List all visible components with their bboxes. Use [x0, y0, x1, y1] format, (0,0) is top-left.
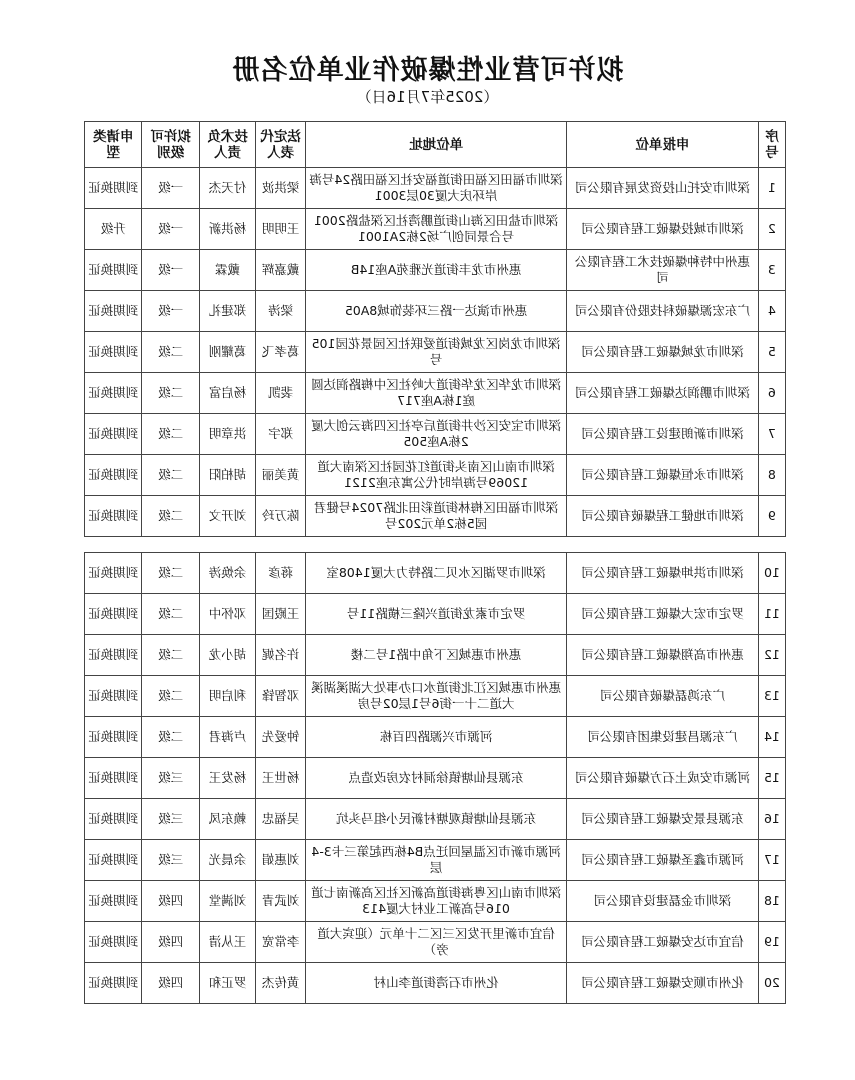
cell-address: 深圳市福田区福田街道福安社区福田路24号海岸环庆大厦30层3001	[306, 168, 567, 209]
cell-address: 惠州市龙丰街道光雅苑A座14B	[306, 250, 567, 291]
cell-seq: 20	[758, 963, 785, 1004]
cell-address: 信宜市新里开发区三区二十单元（迎宾大道旁）	[306, 922, 567, 963]
cell-tech: 罗正和	[199, 963, 255, 1004]
cell-level: 二级	[142, 553, 199, 594]
cell-unit: 信宜市达安爆破工程有限公司	[566, 922, 758, 963]
cell-level: 一级	[142, 291, 199, 332]
cell-seq: 16	[758, 799, 785, 840]
cell-type: 到期换证	[85, 922, 142, 963]
table-row	[85, 799, 786, 840]
cell-level: 三级	[142, 840, 199, 881]
cell-tech: 余焕涛	[199, 553, 255, 594]
cell-tech: 刘开文	[199, 496, 255, 537]
cell-level: 二级	[142, 332, 199, 373]
cell-level: 二级	[142, 455, 199, 496]
cell-type: 到期换证	[85, 250, 142, 291]
cell-address: 深圳市罗湖区水贝二路特力大厦1408室	[306, 553, 567, 594]
cell-level: 四级	[142, 963, 199, 1004]
cell-seq: 12	[758, 635, 785, 676]
table-row	[85, 209, 786, 250]
cell-seq: 5	[758, 332, 785, 373]
cell-type: 到期换证	[85, 373, 142, 414]
cell-tech: 卢海君	[199, 717, 255, 758]
header-address: 单位地址	[306, 122, 567, 168]
cell-address: 罗定市素龙街道兴隆三横路11号	[306, 594, 567, 635]
cell-type: 到期换证	[85, 963, 142, 1004]
cell-legal: 王殿国	[256, 594, 306, 635]
cell-legal: 蒋彦	[256, 553, 306, 594]
cell-unit: 东源县景安爆破工程有限公司	[566, 799, 758, 840]
cell-legal: 许名娓	[256, 635, 306, 676]
table-row	[85, 291, 786, 332]
cell-seq: 3	[758, 250, 785, 291]
cell-unit: 河源市安成土石方爆破有限公司	[566, 758, 758, 799]
table-row	[85, 635, 786, 676]
registry-table-page-1	[84, 121, 786, 537]
cell-type: 到期换证	[85, 799, 142, 840]
cell-address: 东源县仙塘镇观塘村新民小组马头坑	[306, 799, 567, 840]
header-legal: 法定代表人	[256, 122, 306, 168]
cell-unit: 广东宏源爆破科技股份有限公司	[566, 291, 758, 332]
cell-tech: 杨发王	[199, 758, 255, 799]
cell-legal: 刘惠娟	[256, 840, 306, 881]
cell-tech: 郑建礼	[199, 291, 255, 332]
cell-type: 升级	[85, 209, 142, 250]
cell-type: 到期换证	[85, 553, 142, 594]
table-row	[85, 250, 786, 291]
cell-seq: 11	[758, 594, 785, 635]
cell-unit: 深圳市鹏润达爆破工程有限公司	[566, 373, 758, 414]
cell-type: 到期换证	[85, 840, 142, 881]
cell-address: 河源市新市区温屋回迁点B4栋西起第三卡3-4层	[306, 840, 567, 881]
cell-seq: 2	[758, 209, 785, 250]
cell-level: 三级	[142, 799, 199, 840]
cell-legal: 钟爱先	[256, 717, 306, 758]
cell-type: 到期换证	[85, 635, 142, 676]
header-seq: 序号	[758, 122, 785, 168]
table-row	[85, 922, 786, 963]
cell-tech: 赖东凤	[199, 799, 255, 840]
cell-tech: 胡小龙	[199, 635, 255, 676]
cell-unit: 深圳市安托山投资发展有限公司	[566, 168, 758, 209]
header-type: 申请类型	[85, 122, 142, 168]
cell-tech: 葛耀刚	[199, 332, 255, 373]
cell-unit: 河源市鑫圣爆破工程有限公司	[566, 840, 758, 881]
registry-table-page-2	[84, 552, 786, 1004]
cell-legal: 吴福忠	[256, 799, 306, 840]
table-header-row	[85, 122, 786, 168]
cell-address: 深圳市南山区南头街道红花园社区深南大道12069号海岸时代公寓东座2121	[306, 455, 567, 496]
cell-level: 四级	[142, 881, 199, 922]
cell-address: 东源县仙塘镇徐洞村农房改造点	[306, 758, 567, 799]
cell-tech: 戴霖	[199, 250, 255, 291]
cell-unit: 深圳市永恒爆破工程有限公司	[566, 455, 758, 496]
cell-type: 到期换证	[85, 496, 142, 537]
table-row	[85, 168, 786, 209]
cell-level: 二级	[142, 496, 199, 537]
cell-level: 二级	[142, 635, 199, 676]
cell-legal: 郑宇	[256, 414, 306, 455]
cell-address: 惠州市惠城区江北街道水口办事处大湖溪湖溪大道二十一街6号1层02号房	[306, 676, 567, 717]
table-row	[85, 553, 786, 594]
cell-tech: 付天杰	[199, 168, 255, 209]
cell-seq: 14	[758, 717, 785, 758]
table-row	[85, 758, 786, 799]
cell-legal: 梁洪波	[256, 168, 306, 209]
cell-tech: 余晨光	[199, 840, 255, 881]
cell-level: 二级	[142, 594, 199, 635]
cell-type: 到期换证	[85, 168, 142, 209]
cell-address: 惠州市演达一路三环装饰城8A05	[306, 291, 567, 332]
cell-type: 到期换证	[85, 717, 142, 758]
cell-address: 化州市石湾街道李山村	[306, 963, 567, 1004]
cell-unit: 深圳市洪坤爆破工程有限公司	[566, 553, 758, 594]
cell-address: 深圳市南山区粤海街道高新区社区高新南七道016号高新工业村大厦413	[306, 881, 567, 922]
table-row	[85, 840, 786, 881]
cell-unit: 深圳市城投爆破工程有限公司	[566, 209, 758, 250]
document-title: 拟许可营业性爆破作业单位名册	[231, 55, 624, 86]
cell-address: 深圳市龙岗区龙城街道爱联社区园景花园105号	[306, 332, 567, 373]
cell-legal: 戴嘉辉	[256, 250, 306, 291]
cell-level: 二级	[142, 373, 199, 414]
cell-seq: 18	[758, 881, 785, 922]
cell-unit: 广东鸿磊爆破有限公司	[566, 676, 758, 717]
cell-legal: 黄传杰	[256, 963, 306, 1004]
cell-type: 到期换证	[85, 455, 142, 496]
cell-unit: 深圳市龙城爆破工程有限公司	[566, 332, 758, 373]
cell-level: 一级	[142, 209, 199, 250]
cell-unit: 罗定市宏大爆破工程有限公司	[566, 594, 758, 635]
cell-type: 到期换证	[85, 758, 142, 799]
cell-unit: 化州市顺安爆破工程有限公司	[566, 963, 758, 1004]
cell-seq: 19	[758, 922, 785, 963]
table-row	[85, 496, 786, 537]
cell-type: 到期换证	[85, 594, 142, 635]
cell-tech: 刘满堂	[199, 881, 255, 922]
cell-legal: 葛孝飞	[256, 332, 306, 373]
cell-tech: 杨洪新	[199, 209, 255, 250]
header-tech: 技术负责人	[199, 122, 255, 168]
cell-seq: 9	[758, 496, 785, 537]
cell-unit: 广东源昌建设集团有限公司	[566, 717, 758, 758]
cell-seq: 6	[758, 373, 785, 414]
cell-level: 二级	[142, 414, 199, 455]
cell-seq: 4	[758, 291, 785, 332]
cell-legal: 杨世王	[256, 758, 306, 799]
cell-legal: 王明明	[256, 209, 306, 250]
header-level: 拟许可级别	[142, 122, 199, 168]
cell-address: 深圳市宝安区沙井街道后亭社区四海云创大厦2栋A座505	[306, 414, 567, 455]
cell-legal: 裴凯	[256, 373, 306, 414]
cell-level: 二级	[142, 717, 199, 758]
cell-tech: 胡柏阳	[199, 455, 255, 496]
header-unit: 申报单位	[566, 122, 758, 168]
cell-address: 惠州市惠城区下角中路1号二楼	[306, 635, 567, 676]
cell-type: 到期换证	[85, 676, 142, 717]
cell-level: 二级	[142, 676, 199, 717]
cell-address: 深圳市福田区梅林街道彩田北路7024号健君园5栋2单元202号	[306, 496, 567, 537]
cell-level: 三级	[142, 758, 199, 799]
document-date: （2025年7月16日）	[356, 88, 499, 106]
table-row	[85, 594, 786, 635]
cell-unit: 惠州市高翔爆破工程有限公司	[566, 635, 758, 676]
cell-seq: 7	[758, 414, 785, 455]
cell-level: 一级	[142, 168, 199, 209]
cell-address: 深圳市龙华区龙华街道大岭社区中梅路润达圆庭1栋A座717	[306, 373, 567, 414]
cell-unit: 深圳市金磊建设有限公司	[566, 881, 758, 922]
cell-type: 到期换证	[85, 291, 142, 332]
cell-tech: 王从清	[199, 922, 255, 963]
cell-level: 四级	[142, 922, 199, 963]
table-row	[85, 717, 786, 758]
cell-legal: 李常宽	[256, 922, 306, 963]
cell-unit: 深圳市新朗建设工程有限公司	[566, 414, 758, 455]
cell-unit: 惠州中特种爆破技术工程有限公司	[566, 250, 758, 291]
table-row	[85, 455, 786, 496]
cell-seq: 1	[758, 168, 785, 209]
table-row	[85, 332, 786, 373]
cell-level: 一级	[142, 250, 199, 291]
cell-legal: 刘武青	[256, 881, 306, 922]
cell-seq: 13	[758, 676, 785, 717]
cell-type: 到期换证	[85, 881, 142, 922]
cell-seq: 15	[758, 758, 785, 799]
cell-tech: 利启明	[199, 676, 255, 717]
cell-tech: 洪章明	[199, 414, 255, 455]
table-row	[85, 963, 786, 1004]
cell-seq: 8	[758, 455, 785, 496]
cell-tech: 邓怀中	[199, 594, 255, 635]
cell-legal: 邓智锋	[256, 676, 306, 717]
table-row	[85, 676, 786, 717]
cell-legal: 陈万玲	[256, 496, 306, 537]
cell-legal: 黄美丽	[256, 455, 306, 496]
table-row	[85, 881, 786, 922]
cell-type: 到期换证	[85, 332, 142, 373]
cell-seq: 10	[758, 553, 785, 594]
cell-tech: 杨启富	[199, 373, 255, 414]
table-row	[85, 414, 786, 455]
cell-address: 深圳市盐田区海山街道鹏湾社区深盐路2001号合景同创广场2栋2A1001	[306, 209, 567, 250]
cell-unit: 深圳市地健工程爆破有限公司	[566, 496, 758, 537]
cell-legal: 梁涛	[256, 291, 306, 332]
table-row	[85, 373, 786, 414]
cell-type: 到期换证	[85, 414, 142, 455]
cell-seq: 17	[758, 840, 785, 881]
cell-address: 河源市兴源路四百栋	[306, 717, 567, 758]
